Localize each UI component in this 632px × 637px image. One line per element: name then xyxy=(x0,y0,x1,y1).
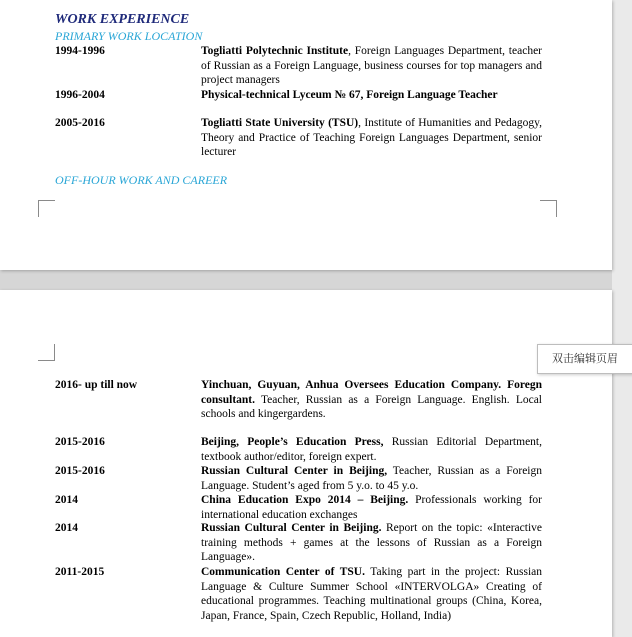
entry-text: Teacher, Russian as a Foreign Language. Student’s aged from 5 y.o. to 45 y.o. xyxy=(201,465,542,492)
entry-year: 1996-2004 xyxy=(55,89,105,101)
entry-org: Russian Cultural Center in Beijing. xyxy=(201,522,382,534)
entry-description xyxy=(201,464,542,493)
entry-year: 1994-1996 xyxy=(55,45,105,57)
document-page-1 xyxy=(0,0,612,270)
margin-corner-mark xyxy=(38,344,55,361)
entry-text: Russian Editorial Department, textbook author/editor, foreign expert. xyxy=(201,436,542,463)
subsection-offhour-work: OFF-HOUR WORK AND CAREER xyxy=(55,173,228,187)
entry-org: Beijing, People’s Education Press, xyxy=(201,436,384,448)
entry-text: , Institute of Humanities and Pedagogy, Theory and Practice of Teaching Foreign Languages Department, senior lecturer xyxy=(201,117,543,158)
entry-description xyxy=(201,44,542,88)
entry-year: 2014 xyxy=(55,494,78,506)
entry-org: Physical-technical Lyceum № 67, Foreign Language Teacher xyxy=(201,89,498,101)
entry-year: 2016- up till now xyxy=(55,379,138,391)
subsection-primary-work: PRIMARY WORK LOCATION xyxy=(55,29,203,43)
edit-header-tooltip[interactable]: 双击编辑页眉 xyxy=(537,344,632,374)
entry-org: Communication Center of TSU. xyxy=(201,566,365,578)
entry-year: 2015-2016 xyxy=(55,436,105,448)
entry-org: Togliatti Polytechnic Institute xyxy=(201,45,349,57)
document-page-2 xyxy=(0,290,612,637)
entry-description xyxy=(201,521,542,565)
entry-description xyxy=(201,378,542,422)
entry-description xyxy=(201,116,542,160)
entry-description xyxy=(201,435,542,464)
entry-description xyxy=(201,88,542,103)
entry-year: 2005-2016 xyxy=(55,117,105,129)
margin-corner-mark xyxy=(38,200,55,217)
entry-org: Togliatti State University (TSU) xyxy=(201,117,359,129)
entry-year: 2011-2015 xyxy=(55,566,105,578)
entry-text: , Foreign Languages Department, teacher of Russian as a Foreign Language, business courses for top managers and project managers xyxy=(201,45,542,86)
vertical-scrollbar[interactable] xyxy=(612,0,632,637)
section-title: WORK EXPERIENCE xyxy=(55,12,190,27)
entry-year: 2014 xyxy=(55,522,78,534)
entry-text: Professionals working for international education exchanges xyxy=(201,494,542,521)
entry-year: 2015-2016 xyxy=(55,465,105,477)
entry-description xyxy=(201,493,542,522)
entry-description xyxy=(201,565,542,623)
entry-org: Russian Cultural Center in Beijing, xyxy=(201,465,388,477)
entry-text: Teacher, Russian as a Foreign Language. English. Local schools and kingergardens. xyxy=(201,393,542,420)
margin-corner-mark xyxy=(540,200,557,217)
entry-org: China Education Expo 2014 – Beijing. xyxy=(201,494,409,506)
entry-org: Yinchuan, Guyuan, Anhua Oversees Education Company. Foregn consultant. xyxy=(201,379,542,406)
entry-text: Taking part in the project: Russian Language & Culture Summer School «INTERVOLGA» Creating of educational programmes. Teaching multinational groups (China, Korea, Japan, France, Spain, Czech Republic, Holland, India) xyxy=(201,566,543,622)
entry-text: Report on the topic: «Interactive training methods + games at the lessons of Russian as a Foreign Language». xyxy=(201,522,542,563)
